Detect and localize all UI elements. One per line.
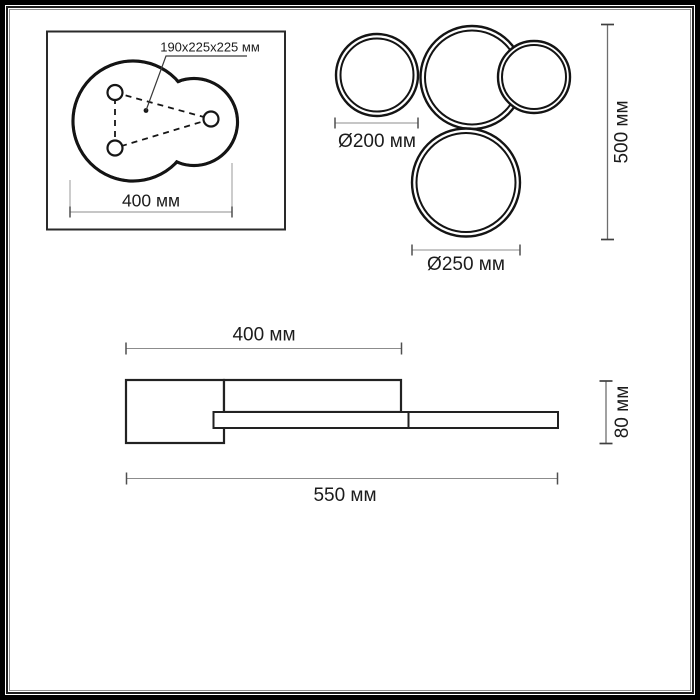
- body-width-dimension: [126, 325, 402, 355]
- ring250-label: Ø250 мм: [427, 254, 505, 275]
- overall-width-label: 550 мм: [313, 485, 377, 506]
- overall-width-dimension: [127, 473, 558, 507]
- mount-hole-right: [204, 112, 219, 127]
- overall-height-label: 500 мм: [611, 100, 633, 164]
- top-view-rings: [335, 25, 633, 276]
- mount-hole-bottom-left: [108, 141, 123, 156]
- mount-spacing-label: 190x225x225 мм: [160, 39, 260, 55]
- side-height-dimension: [600, 381, 634, 444]
- side-height-label: 80 мм: [612, 385, 633, 439]
- ring-left-200: [336, 34, 418, 116]
- body-width-label: 400 мм: [232, 324, 296, 346]
- plate-width-label: 400 мм: [121, 190, 181, 211]
- ring200-label: Ø200 мм: [338, 131, 416, 152]
- mount-plate-inset: [47, 32, 285, 230]
- ring200-dimension: [335, 118, 418, 153]
- side-upper-body: [224, 380, 401, 412]
- side-arm-bar: [214, 412, 559, 428]
- side-view: [126, 325, 633, 507]
- mount-hole-top-left: [108, 85, 123, 100]
- ring-bottom-250: [412, 129, 520, 237]
- ring-right-small: [498, 41, 570, 113]
- ring250-dimension: [412, 245, 520, 276]
- overall-height-dimension: [601, 25, 633, 240]
- side-canopy-box: [126, 380, 224, 443]
